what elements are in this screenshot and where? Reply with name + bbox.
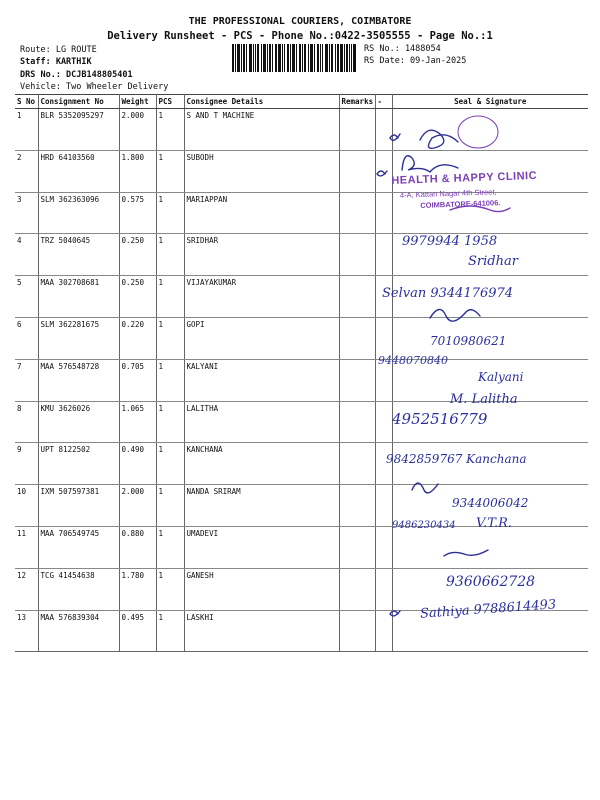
cell-pcs: 1 <box>156 485 184 527</box>
cell-pcs: 1 <box>156 610 184 652</box>
cell-dash <box>375 109 392 151</box>
hw-row9: 9842859767 Kanchana <box>386 452 527 466</box>
cell-consignee: NANDA SRIRAM <box>184 485 339 527</box>
cell-consignee: LALITHA <box>184 401 339 443</box>
table-row <box>15 401 588 443</box>
hw-row13: Sathiya 9788614493 <box>419 597 557 622</box>
cell-weight: 0.490 <box>119 443 156 485</box>
cell-dash <box>375 568 392 610</box>
route-label: Route: LG ROUTE <box>20 45 97 55</box>
cell-remarks <box>339 401 375 443</box>
cell-sno: 13 <box>15 610 38 652</box>
cell-consignee: MARIAPPAN <box>184 192 339 234</box>
cell-sno: 11 <box>15 526 38 568</box>
hw-row6: 7010980621 <box>430 334 507 348</box>
cell-weight: 0.575 <box>119 192 156 234</box>
cell-consignee: KANCHANA <box>184 443 339 485</box>
cell-remarks <box>339 192 375 234</box>
cell-consignment: MAA 706549745 <box>38 526 119 568</box>
col-header-dash: - <box>375 95 392 109</box>
drs-number: DRS No.: DCJB148805401 <box>20 70 133 80</box>
rs-number: RS No.: 1488054 <box>364 44 441 54</box>
cell-pcs: 1 <box>156 276 184 318</box>
cell-consignee: LASKHI <box>184 610 339 652</box>
cell-pcs: 1 <box>156 401 184 443</box>
cell-dash <box>375 610 392 652</box>
table-row <box>15 526 588 568</box>
cell-dash <box>375 401 392 443</box>
cell-dash <box>375 192 392 234</box>
cell-consignment: BLR 5352095297 <box>38 109 119 151</box>
cell-sno: 2 <box>15 150 38 192</box>
cell-sno: 8 <box>15 401 38 443</box>
cell-weight: 1.065 <box>119 401 156 443</box>
cell-weight: 2.000 <box>119 485 156 527</box>
cell-remarks <box>339 234 375 276</box>
hw-row12: 9360662728 <box>446 574 536 590</box>
cell-sno: 4 <box>15 234 38 276</box>
cell-consignment: HRD 64103560 <box>38 150 119 192</box>
stamp-line-2: 4-A, Kattan Nagar 4th Street, <box>399 187 497 200</box>
hw-row7-phone: 9448070840 <box>378 354 448 367</box>
table-row <box>15 109 588 151</box>
col-header-sno: S No <box>15 95 38 109</box>
cell-sno: 9 <box>15 443 38 485</box>
cell-dash <box>375 234 392 276</box>
cell-pcs: 1 <box>156 443 184 485</box>
runsheet-title: Delivery Runsheet - PCS - Phone No.:0422-3505555 - Page No.:1 <box>107 30 493 42</box>
cell-remarks <box>339 610 375 652</box>
cell-consignment: IXM 507597381 <box>38 485 119 527</box>
cell-remarks <box>339 485 375 527</box>
table-header-row <box>15 95 588 109</box>
cell-weight: 0.220 <box>119 317 156 359</box>
cell-consignee: SRIDHAR <box>184 234 339 276</box>
hw-row11-phone: 9486230434 <box>392 520 456 531</box>
cell-consignee: S AND T MACHINE <box>184 109 339 151</box>
cell-consignee: VIJAYAKUMAR <box>184 276 339 318</box>
hw-row4-phone: 9979944 1958 <box>402 234 498 249</box>
cell-remarks <box>339 276 375 318</box>
cell-pcs: 1 <box>156 359 184 401</box>
cell-consignee: KALYANI <box>184 359 339 401</box>
cell-consignment: MAA 302708681 <box>38 276 119 318</box>
cell-dash <box>375 485 392 527</box>
table-row <box>15 610 588 652</box>
cell-weight: 0.495 <box>119 610 156 652</box>
cell-sno: 6 <box>15 317 38 359</box>
cell-consignee: GANESH <box>184 568 339 610</box>
stamp-line-3: COIMBATORE-641006. <box>420 198 501 210</box>
rs-date: RS Date: 09-Jan-2025 <box>364 56 467 66</box>
vehicle-label: Vehicle: Two Wheeler Delivery <box>20 82 169 92</box>
cell-pcs: 1 <box>156 317 184 359</box>
cell-consignment: UPT 8122502 <box>38 443 119 485</box>
cell-weight: 0.250 <box>119 234 156 276</box>
cell-pcs: 1 <box>156 234 184 276</box>
cell-consignment: TCG 41454638 <box>38 568 119 610</box>
hw-row7-name: Kalyani <box>478 370 524 384</box>
cell-consignment: MAA 576839304 <box>38 610 119 652</box>
cell-pcs: 1 <box>156 568 184 610</box>
cell-sno: 7 <box>15 359 38 401</box>
cell-remarks <box>339 526 375 568</box>
cell-pcs: 1 <box>156 526 184 568</box>
cell-consignee: GOPI <box>184 317 339 359</box>
col-header-weight: Weight <box>119 95 156 109</box>
hw-row5: Selvan 9344176974 <box>382 286 514 301</box>
cell-sno: 12 <box>15 568 38 610</box>
cell-weight: 1.780 <box>119 568 156 610</box>
cell-dash <box>375 317 392 359</box>
cell-sno: 5 <box>15 276 38 318</box>
cell-consignment: KMU 3626026 <box>38 401 119 443</box>
cell-consignee: UMADEVI <box>184 526 339 568</box>
cell-consignment: MAA 576548728 <box>38 359 119 401</box>
cell-remarks <box>339 109 375 151</box>
hw-row8-name: M. Lalitha <box>450 392 518 407</box>
cell-weight: 0.705 <box>119 359 156 401</box>
cell-weight: 1.800 <box>119 150 156 192</box>
cell-weight: 0.880 <box>119 526 156 568</box>
cell-remarks <box>339 568 375 610</box>
cell-pcs: 1 <box>156 150 184 192</box>
cell-remarks <box>339 150 375 192</box>
hw-row11-name: V.T.R. <box>476 516 513 531</box>
cell-dash <box>375 150 392 192</box>
cell-consignment: SLM 362281675 <box>38 317 119 359</box>
cell-weight: 0.250 <box>119 276 156 318</box>
cell-signature <box>392 109 588 151</box>
col-header-signature: Seal & Signature <box>392 95 588 109</box>
cell-consignment: TRZ 5040645 <box>38 234 119 276</box>
hw-row10: 9344006042 <box>452 496 529 510</box>
col-header-consignee: Consignee Details <box>184 95 339 109</box>
barcode-image <box>232 44 356 72</box>
cell-consignment: SLM 362363096 <box>38 192 119 234</box>
col-header-remarks: Remarks <box>339 95 375 109</box>
cell-remarks <box>339 359 375 401</box>
staff-label: Staff: KARTHIK <box>20 57 92 67</box>
cell-remarks <box>339 317 375 359</box>
cell-sno: 1 <box>15 109 38 151</box>
hw-row4-name: Sridhar <box>468 254 518 269</box>
stamp-line-1: HEALTH & HAPPY CLINIC <box>391 169 538 187</box>
cell-signature <box>392 526 588 568</box>
cell-sno: 10 <box>15 485 38 527</box>
col-header-consignment: Consignment No <box>38 95 119 109</box>
hw-row8-phone: 4952516779 <box>392 410 488 428</box>
cell-consignee: SUBODH <box>184 150 339 192</box>
cell-pcs: 1 <box>156 192 184 234</box>
cell-pcs: 1 <box>156 109 184 151</box>
cell-weight: 2.000 <box>119 109 156 151</box>
cell-dash <box>375 526 392 568</box>
col-header-pcs: PCS <box>156 95 184 109</box>
company-name: THE PROFESSIONAL COURIERS, COIMBATORE <box>188 16 412 27</box>
cell-remarks <box>339 443 375 485</box>
clinic-stamp <box>391 169 563 225</box>
cell-sno: 3 <box>15 192 38 234</box>
